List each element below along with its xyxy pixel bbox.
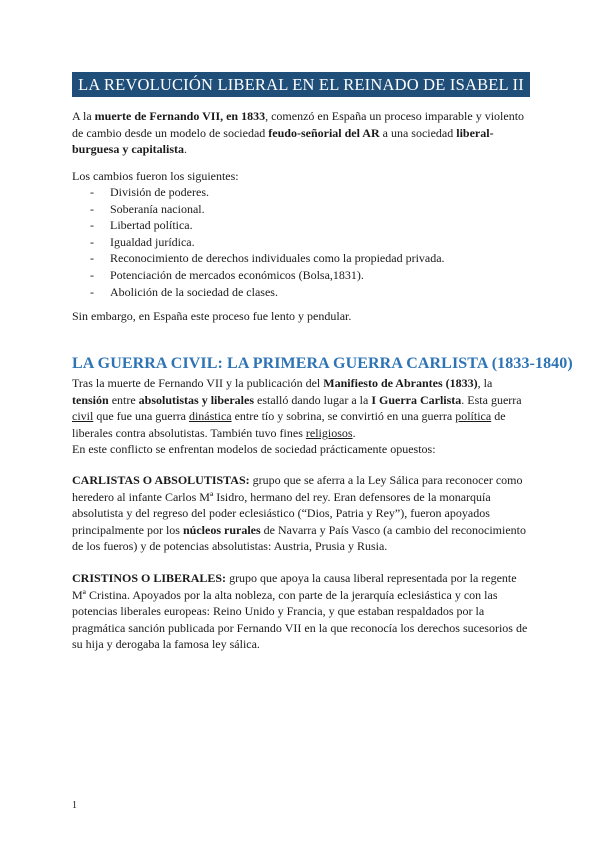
- list-item: - Libertad política.: [90, 218, 193, 233]
- war-paragraph: Tras la muerte de Fernando VII y la publicación del Manifiesto de Abrantes (1833), la tensión entre absolutistas y liberales estalló dando lugar a la I Guerra Carlista. Esta guerra civil que fue una guerra dinástica entre tío y sobrina, se convirtió en una guerra política de liberales contra absolutistas. También tuvo fines religiosos. En este conflicto se enfrentan modelos de sociedad prácticamente opuestos:: [72, 376, 522, 457]
- list-item: - Reconocimiento de derechos individuales como la propiedad privada.: [90, 251, 445, 266]
- carlistas-paragraph: CARLISTAS O ABSOLUTISTAS: grupo que se aferra a la Ley Sálica para reconocer como heredero al infante Carlos Mª Isidro, hermano del rey. Eran defensores de la monarquía absolutista y del regreso del poder eclesiástico (“Dios, Patria y Rey”), fueron apoyados principalmente por los núcleos rurales de Navarra y País Vasco (a cambio del reconocimiento de los fueros) y de potencias absolutistas: Austria, Prusia y Rusia.: [72, 473, 527, 554]
- changes-list: [72, 184, 445, 300]
- list-item: - Abolición de la sociedad de clases.: [90, 284, 278, 299]
- list-item: - Igualdad jurídica.: [90, 234, 195, 249]
- cristinos-paragraph: CRISTINOS O LIBERALES: grupo que apoya la causa liberal representada por la regente Mª Cristina. Apoyados por la alta nobleza, con parte de la jerarquía eclesiástica y con las potencias liberales europeas: Reino Unido y Francia, y que estaban respaldados por la pragmática sanción publicada por Fernando VII en la que reconocía los derechos sucesorios de su hija y derogaba la famosa ley sálica.: [72, 571, 528, 652]
- conclusion: Sin embargo, en España este proceso fue lento y pendular.: [72, 309, 352, 323]
- intro-paragraph: A la muerte de Fernando VII, en 1833, comenzó en España un proceso imparable y violento de cambio desde un modelo de sociedad feudo-señorial del AR a una sociedad liberal-burguesa y capitalista.: [72, 109, 525, 157]
- changes-intro: Los cambios fueron los siguientes:: [72, 169, 239, 183]
- list-item: - División de poderes.: [90, 185, 209, 199]
- page-number: 1: [72, 800, 77, 811]
- list-item: - Potenciación de mercados económicos (Bolsa,1831).: [90, 267, 364, 282]
- section-heading: LA GUERRA CIVIL: LA PRIMERA GUERRA CARLISTA (1833-1840): [72, 355, 573, 372]
- list-item: - Soberanía nacional.: [90, 201, 205, 216]
- document-title: LA REVOLUCIÓN LIBERAL EN EL REINADO DE ISABEL II: [72, 72, 530, 97]
